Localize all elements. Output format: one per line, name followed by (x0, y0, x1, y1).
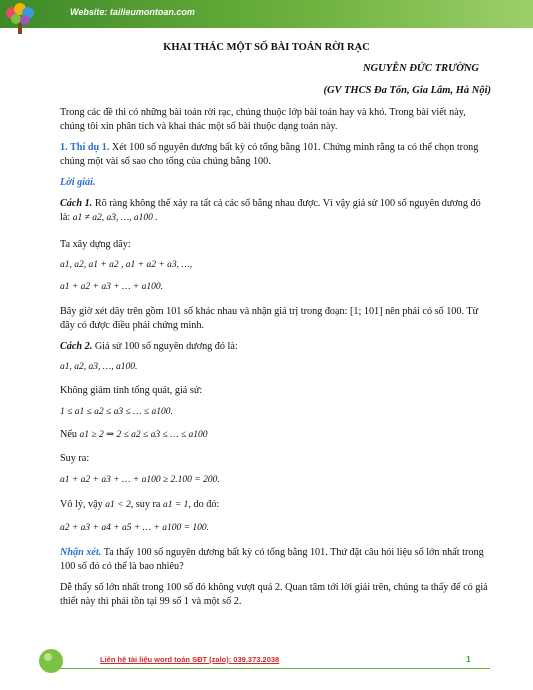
remark (60, 546, 490, 573)
remark-label: Nhận xét. (60, 547, 102, 558)
sequence-line-2: a1 + a2 + a3 + … + a100. (60, 282, 163, 292)
method-1-text: Rõ ràng không thể xảy ra tất cả các số bằng nhau được. Vì vậy giả sử 100 số nguyên dương đó là: (60, 198, 481, 223)
author-name: NGUYỄN ĐỨC TRƯỜNG (362, 63, 479, 74)
method-2-label: Cách 2. (60, 341, 93, 352)
contradiction-math-2: a1 = 1 (162, 500, 189, 510)
sequence-line-1: a1, a2, a1 + a2 , a1 + a2 + a3, …, (60, 260, 193, 270)
method-2 (60, 340, 490, 354)
example-1-label: 1. Thí dụ 1. (60, 142, 110, 153)
website-label[interactable]: Website: tailieumontoan.com (70, 7, 195, 17)
footer-divider (60, 668, 490, 669)
inequality-line: 1 ≤ a1 ≤ a2 ≤ a3 ≤ … ≤ a100. (60, 407, 173, 417)
footer-ball-icon (38, 648, 64, 674)
author-affiliation: (GV THCS Đa Tốn, Gia Lâm, Hà Nội) (323, 85, 491, 96)
contradiction-line (60, 498, 490, 513)
footer-contact-link[interactable]: Liên hệ tài liệu word toán SĐT (zalo): 039.373.2038 (100, 655, 280, 664)
tree-logo-icon (3, 2, 37, 36)
contradiction-text-c: , do đó: (188, 499, 220, 510)
remark-text: Ta thấy 100 số nguyên dương bất kỳ có tổng bằng 101. Thứ đặt câu hỏi liệu số lớn nhất trong 100 số đó có thể là bao nhiêu? (60, 547, 484, 572)
contradiction-text-a: Vô lý, vậy (60, 499, 103, 510)
sequence-explanation: Bây giờ xét dãy trên gồm 101 số khác nhau và nhận giá trị trong đoạn: [1; 101] nên phải có số 100. Từ đây có được điều phải chứng minh. (60, 306, 479, 331)
page-title: KHAI THÁC MỘT SỐ BÀI TOÁN RỜI RẠC (163, 42, 370, 53)
contradiction-math-1: a1 < 2 (105, 500, 131, 510)
closing-paragraph: Dễ thấy số lớn nhất trong 100 số đó không vượt quá 2. Quan tâm tới lời giải trên, chúng ta thấy để có giả thiết này thì phải tồn tại 99 số 1 và một số 2. (60, 582, 488, 607)
example-1-text: Xét 100 số nguyên dương bất kỳ có tổng bằng 101. Chứng minh rằng ta có thể chọn trong chúng một vài số sao cho tổng của chúng bằng 100. (60, 142, 479, 167)
method-2-text: Giả sử 100 số nguyên dương đó là: (92, 341, 238, 352)
intro-paragraph: Trong các đề thi có những bài toán rời rạc, chúng thuộc lớp bài toán hay và khó. Trong bài viết này, chúng tôi xin phân tích và khai thác một số bài thuộc dạng toán này. (60, 107, 466, 132)
method-2-math: a1, a2, a3, …, a100. (60, 362, 138, 372)
solution-heading (60, 176, 490, 190)
sum-inequality: a1 + a2 + a3 + … + a100 ≥ 2.100 = 200. (60, 475, 220, 485)
if-math: a1 ≥ 2 ⇒ 2 ≤ a2 ≤ a3 ≤ … ≤ a100 (79, 430, 208, 440)
sum-equation: a2 + a3 + a4 + a5 + … + a100 = 100. (60, 523, 210, 533)
method-1-label: Cách 1. (60, 198, 93, 209)
if-word: Nếu (60, 429, 77, 440)
contradiction-text-b: , suy ra (130, 499, 161, 510)
method-1 (60, 197, 490, 225)
infer-text: Suy ra: (60, 453, 90, 464)
example-1 (60, 141, 490, 168)
method-1-math: a1 ≠ a2, a3, …, a100 . (72, 212, 158, 223)
build-sequence-text: Ta xây dựng dãy: (60, 239, 131, 250)
if-line (60, 428, 490, 443)
solution-label: Lời giải. (60, 177, 96, 188)
wlog-text: Không giảm tính tổng quát, giả sử: (60, 385, 203, 396)
page-number: 1 (466, 654, 471, 664)
